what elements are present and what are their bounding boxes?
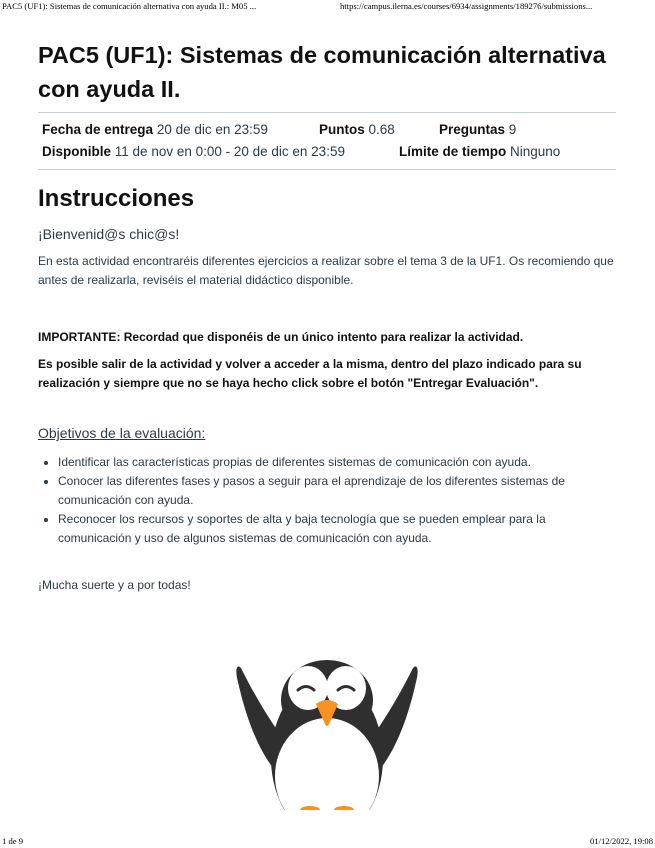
points-label: Puntos (319, 122, 365, 137)
due-date-label: Fecha de entrega (42, 122, 154, 137)
availability-value: 11 de nov en 0:00 - 20 de dic en 23:59 (114, 144, 345, 159)
closing-text: ¡Mucha suerte y a por todas! (38, 578, 191, 592)
due-date-value: 20 de dic en 23:59 (156, 122, 268, 137)
instructions-heading: Instrucciones (38, 185, 195, 212)
intro-text: En esta actividad encontraréis diferentes ejercicios a realizar sobre el tema 3 de la UF1. Os recomiendo que antes de realizarla, reviséis el material didáctico disponible. (38, 254, 614, 287)
objective-item: • Reconocer los recursos y soportes de alta y baja tecnología que se pueden emplear para la comunicación y uso de algunos sistemas de comunicación con ayuda. (58, 510, 616, 548)
quiz-details (38, 112, 616, 170)
objective-item: • Identificar las características propias de diferentes sistemas de comunicación con ayuda. (58, 453, 616, 472)
page-number: 1 de 9 (2, 836, 24, 846)
points-value: 0.68 (368, 122, 395, 137)
print-datetime: 01/12/2022, 19:08 (589, 836, 653, 846)
important-notice: IMPORTANTE: Recordad que disponéis de un único intento para realizar la actividad. (38, 330, 524, 344)
re-entry-notice: Es posible salir de la actividad y volver a acceder a la misma, dentro del plazo indicado para su realización y siempre que no se haya hecho click sobre el botón "Entregar Evaluación". (38, 357, 582, 390)
print-header (0, 0, 655, 14)
questions-value: 9 (508, 122, 517, 137)
quiz-details-row-2 (42, 141, 612, 163)
time-limit-value: Ninguno (510, 144, 561, 159)
penguin-illustration (234, 658, 420, 810)
print-header-url: https://campus.ilerna.es/courses/6934/assignments/189276/submissions... (340, 1, 593, 11)
points (319, 119, 439, 141)
time-limit (399, 141, 560, 163)
questions-label: Preguntas (439, 122, 506, 137)
objective-item: • Conocer las diferentes fases y pasos a seguir para el aprendizaje de los diferentes sistemas de comunicación con ayuda. (58, 472, 616, 510)
quiz-content (38, 38, 616, 592)
questions (439, 119, 516, 141)
welcome-text: ¡Bienvenid@s chic@s! (38, 226, 180, 242)
due-date (42, 119, 319, 141)
quiz-details-row-1 (42, 119, 612, 141)
availability-label: Disponible (42, 144, 112, 159)
objectives-heading: Objetivos de la evaluación: (38, 425, 206, 441)
time-limit-label: Límite de tiempo (399, 144, 507, 159)
objectives-list (38, 453, 616, 548)
print-footer (0, 836, 655, 848)
page-title: PAC5 (UF1): Sistemas de comunicación alternativa con ayuda II. (38, 42, 606, 102)
availability (42, 141, 399, 163)
print-header-title: PAC5 (UF1): Sistemas de comunicación alternativa con ayuda II.: M05 ... (2, 1, 257, 11)
